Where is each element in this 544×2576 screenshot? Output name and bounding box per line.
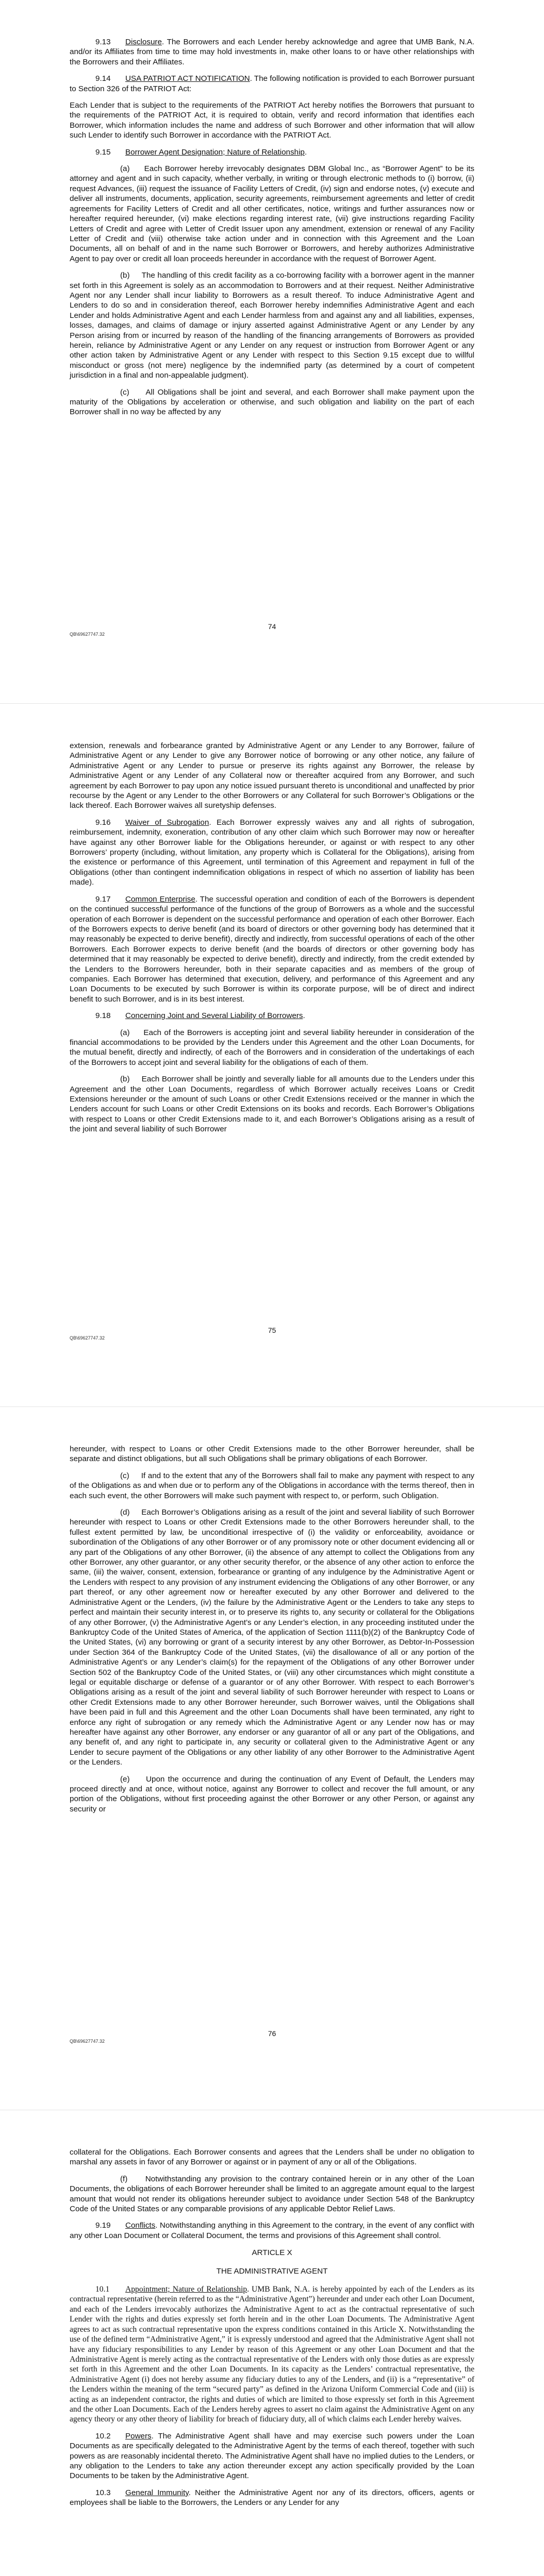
section-text: . Notwithstanding anything in this Agreement to the contrary, in the event of any conflict with any other Loan Document or Collateral Document, the terms and provisions of this Agreement shall control.: [70, 2221, 474, 2240]
subparagraph-c: (c) All Obligations shall be joint and several, and each Borrower shall make payment upon the maturity of the Obligations by acceleration or otherwise, and such obligation and liability on the part of each Borrower shall in no way be affected by any: [70, 387, 474, 417]
subparagraph-d: (d) Each Borrower’s Obligations arising as a result of the joint and several liability of such Borrower hereunder with respect to Loans or other Credit Extensions made to the other Borrowers hereunder shall, to the fullest extent permitted by law, be unconditional irrespective of (i) the validity or enforceability, avoidance or subordination of the Obligations of any other Borrower or of any promissory note or other document evidencing all or any part of the Obligations of any other Borrower, (ii) the absence of any attempt to collect the Obligations from any other Borrower, any other guarantor, or any other security therefor, or the absence of any other action to enforce the same, (iii) the waiver, consent, extension, forbearance or granting of any indulgence by the Administrative Agent or the Lenders with respect to any provision of any instrument evidencing the Obligations of any other Borrower, or any part thereof, or any other agreement now or hereafter executed by any other Borrower and delivered to the Administrative Agent or the Lenders, (iv) the failure by the Administrative Agent or the Lenders to take any steps to perfect and maintain their security interest in, or to preserve its rights to, any security or collateral for the Obligations of any other Borrower, (v) the Administrative Agent’s or any Lender’s election, in any proceeding instituted under the Bankruptcy Code of the United States of America, of the application of Section 1111(b)(2) of the Bankruptcy Code of the United States, (vi) any borrowing or grant of a security interest by any other Borrower, as Debtor-In-Possession under Section 364 of the Bankruptcy Code of the United States, (vii) the disallowance of all or any portion of the Administrative Agent’s or any Lender’s claim(s) for the repayment of the Obligations of any other Borrower under Section 502 of the Bankruptcy Code of the United States, or (viii) any other circumstances which might constitute a legal or equitable discharge or defense of a guarantor or of any other Borrower. With respect to each Borrower’s Obligations arising as a result of the joint and several liability of such Borrower hereunder with respect to Loans or other Credit Extensions made to any other Borrower hereunder, such Borrower waives, until the Obligations shall have been paid in full and this Agreement and the other Loan Documents shall have been terminated, any right to enforce any right of subrogation or any remedy which the Administrative Agent or any Lender now has or may hereafter have against any other Borrower, any endorser or any guarantor of all or any part of the Obligations, and any benefit of, and any right to participate in, any security or collateral given to the Administrative Agent or any Lender to secure payment of the Obligations or any other liability of any other Borrower to the Administrative Agent or the Lenders.: [70, 1508, 474, 1767]
page-body: [70, 2147, 474, 2508]
document-page: [0, 703, 544, 1406]
section-number: 9.19: [95, 2221, 111, 2230]
section-9-16: [70, 818, 474, 888]
page-number: 76: [268, 2029, 276, 2038]
subparagraph-a: (a) Each Borrower hereby irrevocably designates DBM Global Inc., as “Borrower Agent” to be its attorney and agent and in such capacity, whether verbally, in writing or through electronic methods to (i) borrow, (ii) request Advances, (iii) request the issuance of Facility Letters of Credit, (iv) sign and endorse notes, (v) execute and deliver all instruments, documents, application, security agreements, reimbursement agreements and letter of credit agreements for Facility Letters of Credit and all other certificates, notice, writings and further assurances now or hereafter required hereunder, (vi) make elections regarding interest rate, (vii) give instructions regarding Facility Letters of Credit and agree with Letter of Credit Issuer upon any amendment, extension or renewal of any Facility Letter of Credit and (viii) otherwise take action under and in connection with this Agreement and the Loan Documents, all on behalf of and in the name such Borrower or Borrowers, and hereby authorizes Administrative Agent to pay over or credit all loan proceeds hereunder in accordance with the request of Borrower Agent.: [70, 164, 474, 263]
section-number: 10.3: [95, 2488, 111, 2497]
paragraph: collateral for the Obligations. Each Borrower consents and agrees that the Lenders shall be under no obligation to marshal any assets in favor of any Borrower or against or in payment of any or all of the Obligations.: [70, 2148, 474, 2167]
section-title: Waiver of Subrogation: [125, 818, 209, 827]
section-10-1: [70, 2284, 474, 2425]
section-text: .: [304, 147, 307, 157]
page-body: [70, 741, 474, 1134]
section-number: 10.2: [95, 2431, 111, 2441]
section-number: 9.13: [95, 38, 111, 46]
subparagraph-e: (e) Upon the occurrence and during the continuation of any Event of Default, the Lenders may proceed directly and at once, without notice, against any Borrower to collect and recover the full amount, or any portion of the Obligations, without first proceeding against the other Borrower or any other Person, or against any security or: [70, 1774, 474, 1814]
page-body: [70, 37, 474, 417]
section-text: . The Administrative Agent shall have and may exercise such powers under the Loan Documents as are specifically delegated to the Administrative Agent by the terms of each thereof, together with such powers as are reasonably incidental thereto. The Administrative Agent shall have no implied duties to the Lenders, or any obligation to the Lenders to take any action thereunder except any action specifically provided by the Loan Documents to be taken by the Administrative Agent.: [70, 2431, 474, 2481]
section-number: 9.14: [95, 74, 111, 83]
page-number: 74: [268, 622, 276, 631]
section-10-2: [70, 2431, 474, 2481]
subparagraph-b: (b) The handling of this credit facility as a co-borrowing facility with a borrower agent in the manner set forth in this Agreement is solely as an accommodation to Borrowers and at their request. Neither Administrative Agent nor any Lender shall incur liability to Borrowers as a result thereof. To induce Administrative Agent and Lenders to do so and in consideration thereof, each Borrower hereby indemnifies Administrative Agent and each Lender and holds Administrative Agent and each Lender harmless from and against any and all liabilities, expenses, losses, damages, and claims of damage or injury asserted against Administrative Agent or any Lender by any Person arising from or incurred by reason of the handling of the financing arrangements of Borrowers as provided herein, reliance by Administrative Agent or any Lender on any request or instruction from Borrower Agent or any other action taken by Administrative Agent or any Lender with respect to this Section 9.15 except due to willful misconduct or gross (not mere) negligence by the indemnified party (as determined by a court of competent jurisdiction in a final and non-appealable judgment).: [70, 271, 474, 380]
section-text: . The successful operation and condition of each of the Borrowers is dependent on the continued successful performance of the functions of the group of Borrowers as a whole and the successful operation of each Borrower is dependent on the successful performance and operation of each other Borrower. Each of the Borrowers expects to derive benefit (and its board of directors or other governing body has determined that it may reasonably be expected to derive benefit), directly and indirectly, from successful operations of each of the other Borrowers. Each Borrower expects to derive benefit (and the boards of directors or other governing body has determined that it may reasonably be expected to derive benefit), directly and indirectly, from the credit extended by the Lenders to the Borrowers hereunder, both in their separate capacities and as members of the group of companies. Each Borrower has determined that execution, delivery, and performance of this Agreement and any Loan Documents to be executed by such Borrower is within its corporate purpose, will be of direct and indirect benefit to such Borrower, and is in its best interest.: [70, 894, 474, 1004]
subparagraph-f: (f) Notwithstanding any provision to the contrary contained herein or in any other of the Loan Documents, the obligations of each Borrower hereunder shall be limited to an aggregate amount equal to the largest amount that would not render its obligations hereunder subject to avoidance under Section 548 of the Bankruptcy Code of the United States or any comparable provisions of any applicable Debtor Relief Laws.: [70, 2174, 474, 2214]
section-9-13: [70, 37, 474, 67]
section-title: Powers: [125, 2431, 152, 2441]
document-page: [0, 2110, 544, 2576]
paragraph: extension, renewals and forbearance granted by Administrative Agent or any Lender to any Borrower, failure of Administrative Agent or any Lender to give any Borrower notice of borrowing or any other notice, any failure of Administrative Agent or any Lender to pursue or preserve its rights against any Borrower, the release by Administrative Agent or any Lender of any Collateral now or thereafter acquired from any Borrower, and such agreement by each Borrower to pay upon any notice issued pursuant thereto is unconditional and unaffected by prior recourse by the Agent or any Lender to the other Borrowers or any Collateral for such Borrower’s Obligations or the lack thereof. Each Borrower waives all suretyship defenses.: [70, 741, 474, 810]
section-title: Disclosure: [125, 38, 162, 46]
section-text: . The following notification is provided to each Borrower pursuant to Section 326 of the PATRIOT Act:: [70, 74, 474, 93]
document-id: QB\69627747.32: [70, 2039, 105, 2044]
section-10-3: [70, 2488, 474, 2508]
section-title: General Immunity: [125, 2488, 189, 2497]
section-text: . The Borrowers and each Lender hereby acknowledge and agree that UMB Bank, N.A. and/or its Affiliates from time to time may hold investments in, make other loans to or have other relationships with the Borrowers and their Affiliates.: [70, 38, 474, 66]
section-title: Appointment; Nature of Relationship: [125, 2285, 248, 2294]
section-9-14: [70, 74, 474, 94]
paragraph: hereunder, with respect to Loans or other Credit Extensions made to the other Borrower hereunder, shall be separate and distinct obligations, but all such Obligations shall be primary obligations of each Borrower.: [70, 1445, 474, 1464]
section-number: 9.15: [95, 147, 111, 157]
subparagraph-c: (c) If and to the extent that any of the Borrowers shall fail to make any payment with respect to any of the Obligations as and when due or to perform any of the Obligations in accordance with the terms thereof, then in each such event, the other Borrowers will make such payment with respect to, or perform, such Obligation.: [70, 1471, 474, 1500]
section-number: 9.16: [95, 818, 111, 827]
section-text: . Each Borrower expressly waives any and all rights of subrogation, reimbursement, indemnity, exoneration, contribution of any other claim which such Borrower may now or hereafter have against any other Borrower liable for the Obligations hereunder, or against or with respect to any other Borrowers’ property (including, without limitation, any property which is Collateral for the Obligations), arising from the existence or performance of this Agreement, until termination of this Agreement and repayment in full of the Obligations (other than contingent indemnification obligations in respect of which no assertion of liability has been made).: [70, 818, 474, 887]
subparagraph-a: (a) Each of the Borrowers is accepting joint and several liability hereunder in consideration of the financial accommodations to be provided by the Lenders under this Agreement and the other Loan Documents, for the mutual benefit, directly and indirectly, of each of the Borrowers and in consideration of the undertakings of each of the Borrowers to accept joint and several liability for the obligations of each of them.: [70, 1028, 474, 1067]
article-heading: ARTICLE X: [252, 2248, 292, 2258]
document-page: [0, 0, 544, 703]
article-title: THE ADMINISTRATIVE AGENT: [216, 2266, 328, 2276]
section-text: . Neither the Administrative Agent nor any of its directors, officers, agents or employees shall be liable to the Borrowers, the Lenders or any Lender for any: [70, 2488, 474, 2507]
section-title: Concerning Joint and Several Liability of Borrowers: [125, 1011, 303, 1021]
section-text: . UMB Bank, N.A. is hereby appointed by each of the Lenders as its contractual representative (herein referred to as the “Administrative Agent”) hereunder and under each other Loan Document, and each of the Lenders irrevocably authorizes the Administrative Agent to act as the contractual representative of such Lender with the rights and duties expressly set forth herein and in the other Loan Documents. The Administrative Agent agrees to act as such contractual representative upon the express conditions contained in this Article X. Notwithstanding the use of the defined term “Administrative Agent,” it is expressly understood and agreed that the Administrative Agent shall not have any fiduciary responsibilities to any Lender by reason of this Agreement or any other Loan Document and that the Administrative Agent is merely acting as the contractual representative of the Lenders with only those duties as are expressly set forth in this Agreement and the other Loan Documents. In its capacity as the Lenders’ contractual representative, the Administrative Agent (i) does not hereby assume any fiduciary duties to any of the Lenders, and (ii) is a “representative” of the Lenders within the meaning of the term “secured party” as defined in the Arizona Uniform Commercial Code and (iii) is acting as an independent contractor, the rights and duties of which are limited to those expressly set forth in this Agreement and the other Loan Documents. Each of the Lenders hereby agrees to assert no claim against the Administrative Agent on any agency theory or any other theory of liability for breach of fiduciary duty, all of which claims each Lender hereby waives.: [70, 2285, 474, 2424]
paragraph: Each Lender that is subject to the requirements of the PATRIOT Act hereby notifies the Borrowers that pursuant to the requirements of the PATRIOT Act, it is required to obtain, verify and record information that identifies each Borrower, which information includes the name and address of such Borrower and other information that will allow such Lender to identify such Borrower in accordance with the PATRIOT Act.: [70, 101, 474, 140]
document-id: QB\69627747.32: [70, 1335, 105, 1341]
section-9-18: [70, 1011, 474, 1021]
section-9-17: [70, 894, 474, 1004]
section-number: 9.18: [95, 1011, 111, 1021]
section-number: 9.17: [95, 894, 111, 904]
section-text: .: [303, 1011, 305, 1021]
document-page: [0, 1406, 544, 2110]
subparagraph-b: (b) Each Borrower shall be jointly and severally liable for all amounts due to the Lenders under this Agreement and the other Loan Documents, regardless of which Borrower actually receives Loans or Credit Extensions hereunder or the amount of such Loans or other Credit Extensions received or the manner in which the Lenders account for such Loans or other Credit Extensions on its books and records. Each Borrower’s Obligations with respect to Loans or other Credit Extensions made to it, and each Borrower’s Obligations arising as a result of the joint and several liability of such Borrower: [70, 1075, 474, 1134]
section-number: 10.1: [95, 2285, 110, 2294]
page-body: [70, 1444, 474, 1814]
section-9-19: [70, 2221, 474, 2241]
section-title: Common Enterprise: [125, 894, 195, 904]
document-id: QB\69627747.32: [70, 632, 105, 637]
section-title: USA PATRIOT ACT NOTIFICATION: [125, 74, 250, 83]
section-title: Borrower Agent Designation; Nature of Relationship: [125, 147, 305, 157]
page-number: 75: [268, 1326, 276, 1334]
section-title: Conflicts: [125, 2221, 156, 2230]
section-9-15: [70, 147, 474, 157]
